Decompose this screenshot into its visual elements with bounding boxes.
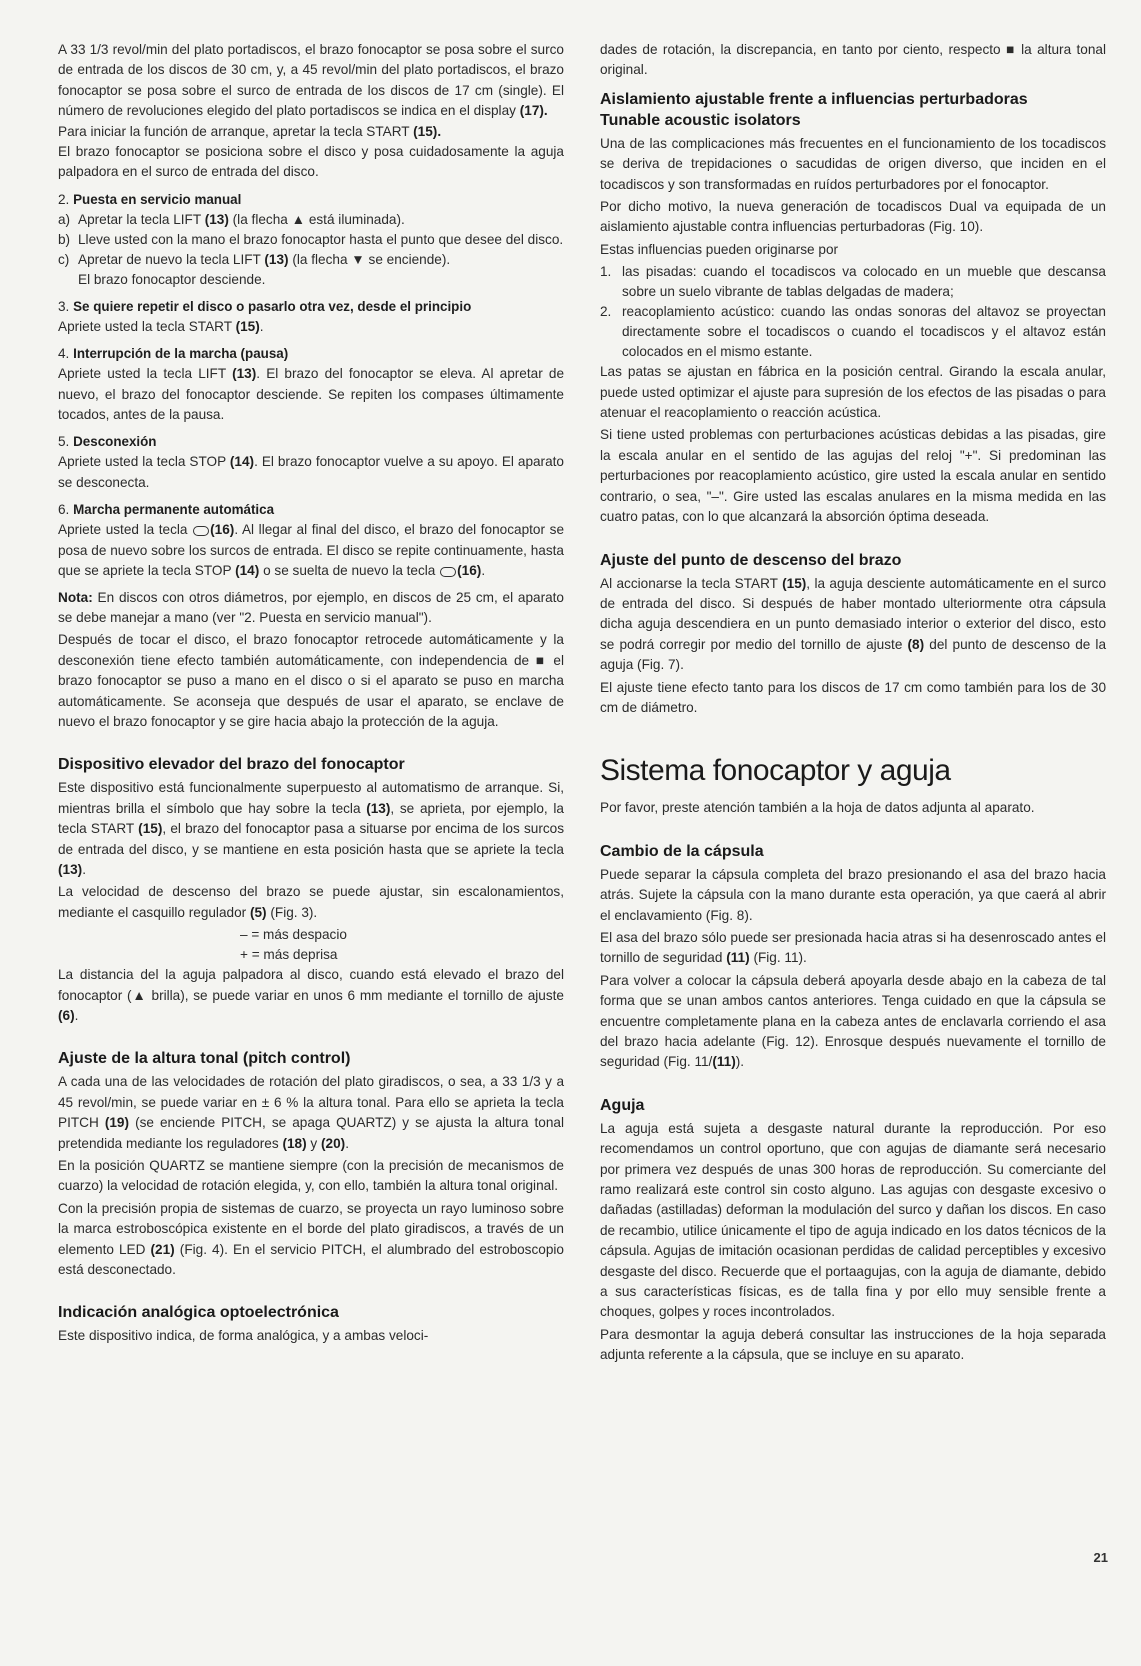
right-column <box>600 40 1106 1368</box>
heading-descent-point: Ajuste del punto de descenso del brazo <box>600 551 902 569</box>
system-paragraph-1: Por favor, preste atención también a la hoja de datos adjunta al aparato. <box>600 800 1035 816</box>
heading-needle: Aguja <box>600 1096 645 1114</box>
section-manual-start: 2. Puesta en servicio manual a) Apretar la tecla LIFT (13) (la flecha ▲ está iluminada). b) Lleve usted con la mano el brazo fonocaptor hasta el punto que desee del disco. c) Apretar de nuevo la tecla LIFT (13) (la flecha ▼ se enciende). El brazo fonocaptor desciende. <box>58 191 564 287</box>
isol-paragraph-5: Si tiene usted problemas con perturbaciones acústicas debidas a las pisadas, gire la escala anular en el sentido de las agujas del reloj "+". Si predominan las perturbaciones por reacoplamiento acústico, gire usted la escala anular en sentido contrario, o sea, "–". Gire usted las escalas anulares en la misma medida en las cuatro patas, con lo que alcanzará la absorción óptima deseada. <box>600 427 1106 525</box>
section-repeat: 3. Se quiere repetir el disco o pasarlo otra vez, desde el principio Apriete usted la tecla START (15). <box>58 298 472 334</box>
list-item: 2. reacoplamiento acústico: cuando las ondas sonoras del altavoz se proyectan directamente sobre el tocadiscos o cuando el tocadiscos y el altavoz están colocados en el mismo estante. <box>600 304 1106 360</box>
needle-paragraph-2: Para desmontar la aguja deberá consultar las instrucciones de la hoja separada adjunta referente a la cápsula, que se incluye en su aparato. <box>600 1326 1106 1363</box>
opto-paragraph-1: Este dispositivo indica, de forma analógica, y a ambas veloci- <box>58 1328 429 1344</box>
heading-capsule-change: Cambio de la cápsula <box>600 842 764 860</box>
speed-minus-line: – = más despacio <box>240 927 347 943</box>
after-play-paragraph: Después de tocar el disco, el brazo fonocaptor retrocede automáticamente y la desconexión tiene efecto también automáticamente, con independencia de ■ el brazo fonocaptor se puso a mano en el disco o si el aparato se puso en marcha automáticamente. Se aconseja que después de usar el aparato, se enclave de nuevo el brazo fonocaptor y se gire hacia abajo la protección de la aguja. <box>58 632 564 729</box>
capsule-paragraph-1: Puede separar la cápsula completa del brazo presionando el asa del brazo hacia atrás. Sujete la cápsula con la mano durante esta operación, ya que caerá al abrir el enclavamiento (Fig. 8). <box>600 866 1106 923</box>
needle-paragraph-1: La aguja está sujeta a desgaste natural durante la reproducción. Por eso recomendamos un control oportuno, que con agujas de diamante será necesario por primera vez después de unas 300 horas de reproducción. Su comerciante del ramo realizará este control sin costo alguno. Las agujas con desgaste excesivo o dañadas (astilladas) deforman la modulación del surco y dañan los discos. En caso de recambio, utilice únicamente el tipo de aguja indicado en los datos técnicos de la cápsula. Agujas de imitación ocasionan perdidas de calidad perceptibles y excesivo desgaste del disco. Recuerde que el portaagujas, con la aguja de diamante, debido a sus características físicas, es de talla fina y por ello muy sensible frente a choques, golpes y roces incontrolados. <box>600 1120 1106 1320</box>
lift-paragraph-2: La velocidad de descenso del brazo se puede ajustar, sin escalonamientos, mediante el casquillo regulador (5) (Fig. 3). <box>58 884 564 920</box>
page-number: 21 <box>1093 1550 1108 1565</box>
pitch-paragraph-1: A cada una de las velocidades de rotación del plato giradiscos, o sea, a 33 1/3 y a 45 revol/min, se puede variar en ± 6 % la altura tonal. Para ello se aprieta la tecla PITCH (19) (se enciende PITCH, se apaga QUARTZ) y se ajusta la altura tonal pretendida mediante los reguladores (18) y (20). <box>58 1074 564 1151</box>
isol-paragraph-2: Por dicho motivo, la nueva generación de tocadiscos Dual va equipada de un aislamiento ajustable contra influencias perturbadoras (Fig. 10). <box>600 199 1106 235</box>
list-item: 1. las pisadas: cuando el tocadiscos va colocado en un mueble que descansa sobre un suelo vibrante de tablas delgadas de madera; <box>600 264 1106 300</box>
pitch-paragraph-3: Con la precisión propia de sistemas de cuarzo, se proyecta un rayo luminoso sobre la marca estroboscópica existente en el borde del plato giradiscos, a través de un elemento LED (21) (Fig. 4). En el servicio PITCH, el alumbrado del estroboscopio está desconectado. <box>58 1200 564 1278</box>
heading-lift-device: Dispositivo elevador del brazo del fonocaptor <box>58 756 405 774</box>
section-auto-repeat: 6. Marcha permanente automática Apriete usted la tecla (16). Al llegar al final del disco, el brazo del fonocaptor se posa de nuevo sobre los surcos de entrada. El disco se repite continuamente, hasta que se apriete la tecla STOP (14) o se suelta de nuevo la tecla (16). <box>58 502 565 579</box>
heading-optoelectronic: Indicación analógica optoelectrónica <box>58 1304 339 1322</box>
speed-plus-line: + = más deprisa <box>240 947 338 963</box>
isol-paragraph-3: Estas influencias pueden originarse por <box>600 241 839 257</box>
isol-paragraph-1: Una de las complicaciones más frecuentes en el funcionamiento de los tocadiscos se deriva de trepidaciones o sacudidas de origen diverso, que inciden en el tocadiscos y son transformadas en ruídos perturbadores por el fonocaptor. <box>600 135 1106 192</box>
descent-paragraph-1: Al accionarse la tecla START (15), la aguja desciente automáticamente en el surco de entrada del disco. Si después de haber montado ulteriormente otra cápsula dicha aguja descendiera en un punto demasiado interior o exterior del disco, esto se podrá corregir por medio del tornillo de ajuste (8) del punto de descenso de la aguja (Fig. 7). <box>600 575 1107 673</box>
pitch-paragraph-2: En la posición QUARTZ se mantiene siempre (con la precisión de mecanismos de cuarzo) la velocidad de rotación elegida, y, con ello, también la altura tonal original. <box>58 1158 564 1194</box>
isol-paragraph-4: Las patas se ajustan en fábrica en la posición central. Girando la escala anular, puede usted optimizar el ajuste para supresión de los efectos de las pisadas o para atenuar el reacoplamiento o reacción acústica. <box>600 364 1106 421</box>
section-title-cartridge: Sistema fonocaptor y aguja <box>600 754 951 788</box>
note-paragraph: Nota: En discos con otros diámetros, por ejemplo, en discos de 25 cm, el aparato se debe manejar a mano (ver "2. Puesta en servicio manual"). <box>58 589 564 625</box>
lift-paragraph-1: Este dispositivo está funcionalmente superpuesto al automatismo de arranque. Si, mientras brilla el símbolo que hay sobre la tecla (13), se aprieta, por ejemplo, la tecla START (15), el brazo del fonocaptor pasa a situarse por encima de los surcos de entrada del disco, y se mantiene en esta posición hasta que se apriete la tecla (13). <box>58 780 565 877</box>
section-stop: 5. Desconexión Apriete usted la tecla STOP (14). El brazo fonocaptor vuelve a su apoyo. El aparato se desconecta. <box>58 434 564 490</box>
descent-paragraph-2: El ajuste tiene efecto tanto para los discos de 17 cm como también para los de 30 cm de diámetro. <box>600 679 1106 715</box>
heading-acoustic-isolators: Aislamiento ajustable frente a influencias perturbadoras Tunable acoustic isolators <box>600 90 1028 129</box>
capsule-paragraph-3: Para volver a colocar la cápsula deberá apoyarla desde abajo en la cabeza de tal forma que se unan ambos cantos anteriores. Tenga cuidado en que la cápsula se encuentre completamente plana en la cabeza antes de enclavarla corriendo el asa del brazo hacia adelante (Fig. 12). Enrosque después nuevamente el tornillo de seguridad (Fig. 11/(11)). <box>600 972 1106 1070</box>
section-pause: 4. Interrupción de la marcha (pausa) Apriete usted la tecla LIFT (13). El brazo del fonocaptor se eleva. Al apretar de nuevo, el brazo del fonocaptor desciende. Se repiten los compases últimamente tocados, antes de la pausa. <box>58 346 564 423</box>
continued-paragraph: dades de rotación, la discrepancia, en tanto por ciento, respecto ■ la altura tonal original. <box>600 42 1106 78</box>
intro-paragraph: A 33 1/3 revol/min del plato portadiscos, el brazo fonocaptor se posa sobre el surco de entrada de los discos de 30 cm, y, a 45 revol/min del plato portadiscos, el brazo fonocaptor se posa sobre el surco de entrada de los discos de 17 cm (single). El número de revoluciones elegido del plato portadiscos se indica en el display (17). Para iniciar la función de arranque, apretar la tecla START (15). El brazo fonocaptor se posiciona sobre el disco y posa cuidadosamente la aguja palpadora en el surco de entrada del disco. <box>58 42 564 180</box>
lift-paragraph-3: La distancia del la aguja palpadora al disco, cuando está elevado el brazo del fonocaptor (▲ brilla), se puede variar en unos 6 mm mediante el tornillo de ajuste (6). <box>58 967 564 1023</box>
capsule-paragraph-2: El asa del brazo sólo puede ser presionada hacia atras si ha desenroscado antes el tornillo de seguridad (11) (Fig. 11). <box>600 929 1106 966</box>
repeat-loop-icon <box>440 567 456 577</box>
left-column <box>58 40 564 1349</box>
isol-cause-list <box>600 262 1106 362</box>
heading-pitch-control: Ajuste de la altura tonal (pitch control) <box>58 1050 351 1068</box>
repeat-loop-icon <box>193 526 209 536</box>
